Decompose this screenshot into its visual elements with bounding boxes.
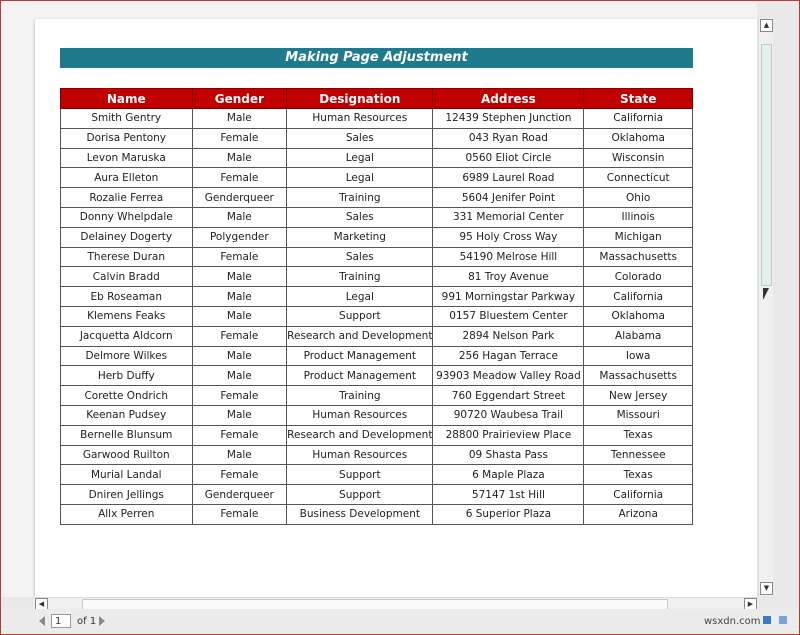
cell-state: Michigan: [584, 227, 693, 247]
cell-state: California: [584, 109, 693, 129]
cell-name: Bernelle Blunsum: [61, 425, 193, 445]
cell-gender: Male: [192, 148, 287, 168]
page-number-input[interactable]: 1: [51, 614, 71, 628]
status-bar: [1, 609, 799, 634]
cell-address: 043 Ryan Road: [433, 128, 584, 148]
cell-address: 6989 Laurel Road: [433, 168, 584, 188]
cell-name: Rozalie Ferrea: [61, 188, 193, 208]
cell-gender: Genderqueer: [192, 485, 287, 505]
table-row: [61, 267, 693, 287]
cell-gender: Female: [192, 168, 287, 188]
cell-name: Keenan Pudsey: [61, 405, 193, 425]
cell-gender: Male: [192, 366, 287, 386]
table-row: [61, 405, 693, 425]
table-row: [61, 109, 693, 129]
column-header-state: State: [584, 89, 693, 109]
column-header-designation: Designation: [287, 89, 433, 109]
table-row: [61, 366, 693, 386]
cell-gender: Female: [192, 326, 287, 346]
cell-address: 12439 Stephen Junction: [433, 109, 584, 129]
cell-address: 2894 Nelson Park: [433, 326, 584, 346]
cell-state: Alabama: [584, 326, 693, 346]
cell-designation: Training: [287, 188, 433, 208]
cell-designation: Marketing: [287, 227, 433, 247]
table-row: [61, 148, 693, 168]
cell-address: 28800 Prairieview Place: [433, 425, 584, 445]
cell-name: Herb Duffy: [61, 366, 193, 386]
cell-designation: Training: [287, 386, 433, 406]
cell-address: 6 Superior Plaza: [433, 504, 584, 524]
cell-state: California: [584, 485, 693, 505]
cell-address: 09 Shasta Pass: [433, 445, 584, 465]
cell-gender: Male: [192, 346, 287, 366]
cell-address: 256 Hagan Terrace: [433, 346, 584, 366]
cell-state: Oklahoma: [584, 128, 693, 148]
cell-gender: Male: [192, 207, 287, 227]
vertical-scrollbar[interactable]: [758, 18, 773, 596]
cell-state: New Jersey: [584, 386, 693, 406]
table-row: [61, 247, 693, 267]
cell-name: Jacquetta Aldcorn: [61, 326, 193, 346]
header-row: [61, 89, 693, 109]
table-row: [61, 287, 693, 307]
cell-state: California: [584, 287, 693, 307]
cell-gender: Male: [192, 445, 287, 465]
next-page-icon[interactable]: [99, 616, 105, 626]
page-count-label: of 1: [77, 616, 97, 627]
table-row: [61, 188, 693, 208]
cell-name: Calvin Bradd: [61, 267, 193, 287]
data-table: [60, 88, 693, 525]
table-row: [61, 445, 693, 465]
cell-state: Illinois: [584, 207, 693, 227]
cell-address: 81 Troy Avenue: [433, 267, 584, 287]
cell-gender: Genderqueer: [192, 188, 287, 208]
cell-gender: Male: [192, 267, 287, 287]
table-row: [61, 227, 693, 247]
table-row: [61, 128, 693, 148]
previous-page-icon[interactable]: [39, 616, 45, 626]
cell-designation: Research and Development: [287, 425, 433, 445]
cell-designation: Sales: [287, 128, 433, 148]
cell-designation: Product Management: [287, 366, 433, 386]
cell-name: Smith Gentry: [61, 109, 193, 129]
cell-name: Eb Roseaman: [61, 287, 193, 307]
cell-name: Delmore Wilkes: [61, 346, 193, 366]
scroll-left-button[interactable]: ◀: [35, 598, 48, 611]
cell-gender: Male: [192, 405, 287, 425]
cell-name: Allx Perren: [61, 504, 193, 524]
table-row: [61, 207, 693, 227]
scroll-up-button[interactable]: ▲: [760, 19, 773, 32]
cell-state: Ohio: [584, 188, 693, 208]
cell-name: Aura Elleton: [61, 168, 193, 188]
cell-address: 991 Morningstar Parkway: [433, 287, 584, 307]
cell-designation: Research and Development: [287, 326, 433, 346]
cell-address: 760 Eggendart Street: [433, 386, 584, 406]
column-header-gender: Gender: [192, 89, 287, 109]
column-header-address: Address: [433, 89, 584, 109]
cell-address: 331 Memorial Center: [433, 207, 584, 227]
scroll-right-button[interactable]: ▶: [744, 598, 757, 611]
cell-state: Texas: [584, 425, 693, 445]
cell-designation: Training: [287, 267, 433, 287]
cell-state: Connecticut: [584, 168, 693, 188]
cell-address: 54190 Melrose Hill: [433, 247, 584, 267]
cell-designation: Human Resources: [287, 109, 433, 129]
cell-address: 90720 Waubesa Trail: [433, 405, 584, 425]
table-row: [61, 346, 693, 366]
table-row: [61, 504, 693, 524]
cell-designation: Sales: [287, 247, 433, 267]
cell-name: Therese Duran: [61, 247, 193, 267]
cell-designation: Legal: [287, 168, 433, 188]
cell-gender: Female: [192, 465, 287, 485]
sheet-title: Making Page Adjustment: [60, 48, 693, 68]
show-margins-icon[interactable]: [763, 616, 771, 624]
table-row: [61, 326, 693, 346]
cell-address: 95 Holy Cross Way: [433, 227, 584, 247]
cell-state: Tennessee: [584, 445, 693, 465]
table-row: [61, 306, 693, 326]
scroll-down-button[interactable]: ▼: [760, 582, 773, 595]
cell-designation: Support: [287, 485, 433, 505]
column-header-name: Name: [61, 89, 193, 109]
cell-designation: Support: [287, 306, 433, 326]
cell-gender: Female: [192, 247, 287, 267]
cell-address: 93903 Meadow Valley Road: [433, 366, 584, 386]
table-row: [61, 386, 693, 406]
cell-name: Garwood Ruilton: [61, 445, 193, 465]
cell-gender: Female: [192, 504, 287, 524]
cell-designation: Legal: [287, 287, 433, 307]
table-row: [61, 168, 693, 188]
cell-state: Colorado: [584, 267, 693, 287]
table-row: [61, 485, 693, 505]
cell-state: Iowa: [584, 346, 693, 366]
cell-address: 0560 Eliot Circle: [433, 148, 584, 168]
cell-gender: Male: [192, 306, 287, 326]
cell-state: Arizona: [584, 504, 693, 524]
cell-designation: Product Management: [287, 346, 433, 366]
cell-designation: Human Resources: [287, 405, 433, 425]
cell-state: Missouri: [584, 405, 693, 425]
cell-gender: Female: [192, 128, 287, 148]
vertical-scroll-thumb[interactable]: [761, 44, 772, 286]
table-row: [61, 465, 693, 485]
cell-designation: Human Resources: [287, 445, 433, 465]
cell-state: Texas: [584, 465, 693, 485]
zoom-to-page-icon[interactable]: [779, 616, 787, 624]
cell-name: Klemens Feaks: [61, 306, 193, 326]
cell-address: 0157 Bluestem Center: [433, 306, 584, 326]
cell-designation: Legal: [287, 148, 433, 168]
cell-designation: Support: [287, 465, 433, 485]
watermark-text: wsxdn.com: [704, 616, 761, 627]
cell-designation: Sales: [287, 207, 433, 227]
cell-gender: Male: [192, 287, 287, 307]
cell-name: Levon Maruska: [61, 148, 193, 168]
cell-state: Massachusetts: [584, 366, 693, 386]
cell-gender: Polygender: [192, 227, 287, 247]
cell-gender: Male: [192, 109, 287, 129]
cell-name: Delainey Dogerty: [61, 227, 193, 247]
cell-state: Wisconsin: [584, 148, 693, 168]
cell-state: Massachusetts: [584, 247, 693, 267]
cell-address: 5604 Jenifer Point: [433, 188, 584, 208]
mouse-cursor-icon: [763, 288, 769, 300]
cell-name: Dorisa Pentony: [61, 128, 193, 148]
cell-name: Corette Ondrich: [61, 386, 193, 406]
cell-name: Murial Landal: [61, 465, 193, 485]
cell-gender: Female: [192, 386, 287, 406]
cell-address: 57147 1st Hill: [433, 485, 584, 505]
cell-gender: Female: [192, 425, 287, 445]
cell-designation: Business Development: [287, 504, 433, 524]
cell-name: Dniren Jellings: [61, 485, 193, 505]
table-row: [61, 425, 693, 445]
cell-state: Oklahoma: [584, 306, 693, 326]
cell-address: 6 Maple Plaza: [433, 465, 584, 485]
cell-name: Donny Whelpdale: [61, 207, 193, 227]
